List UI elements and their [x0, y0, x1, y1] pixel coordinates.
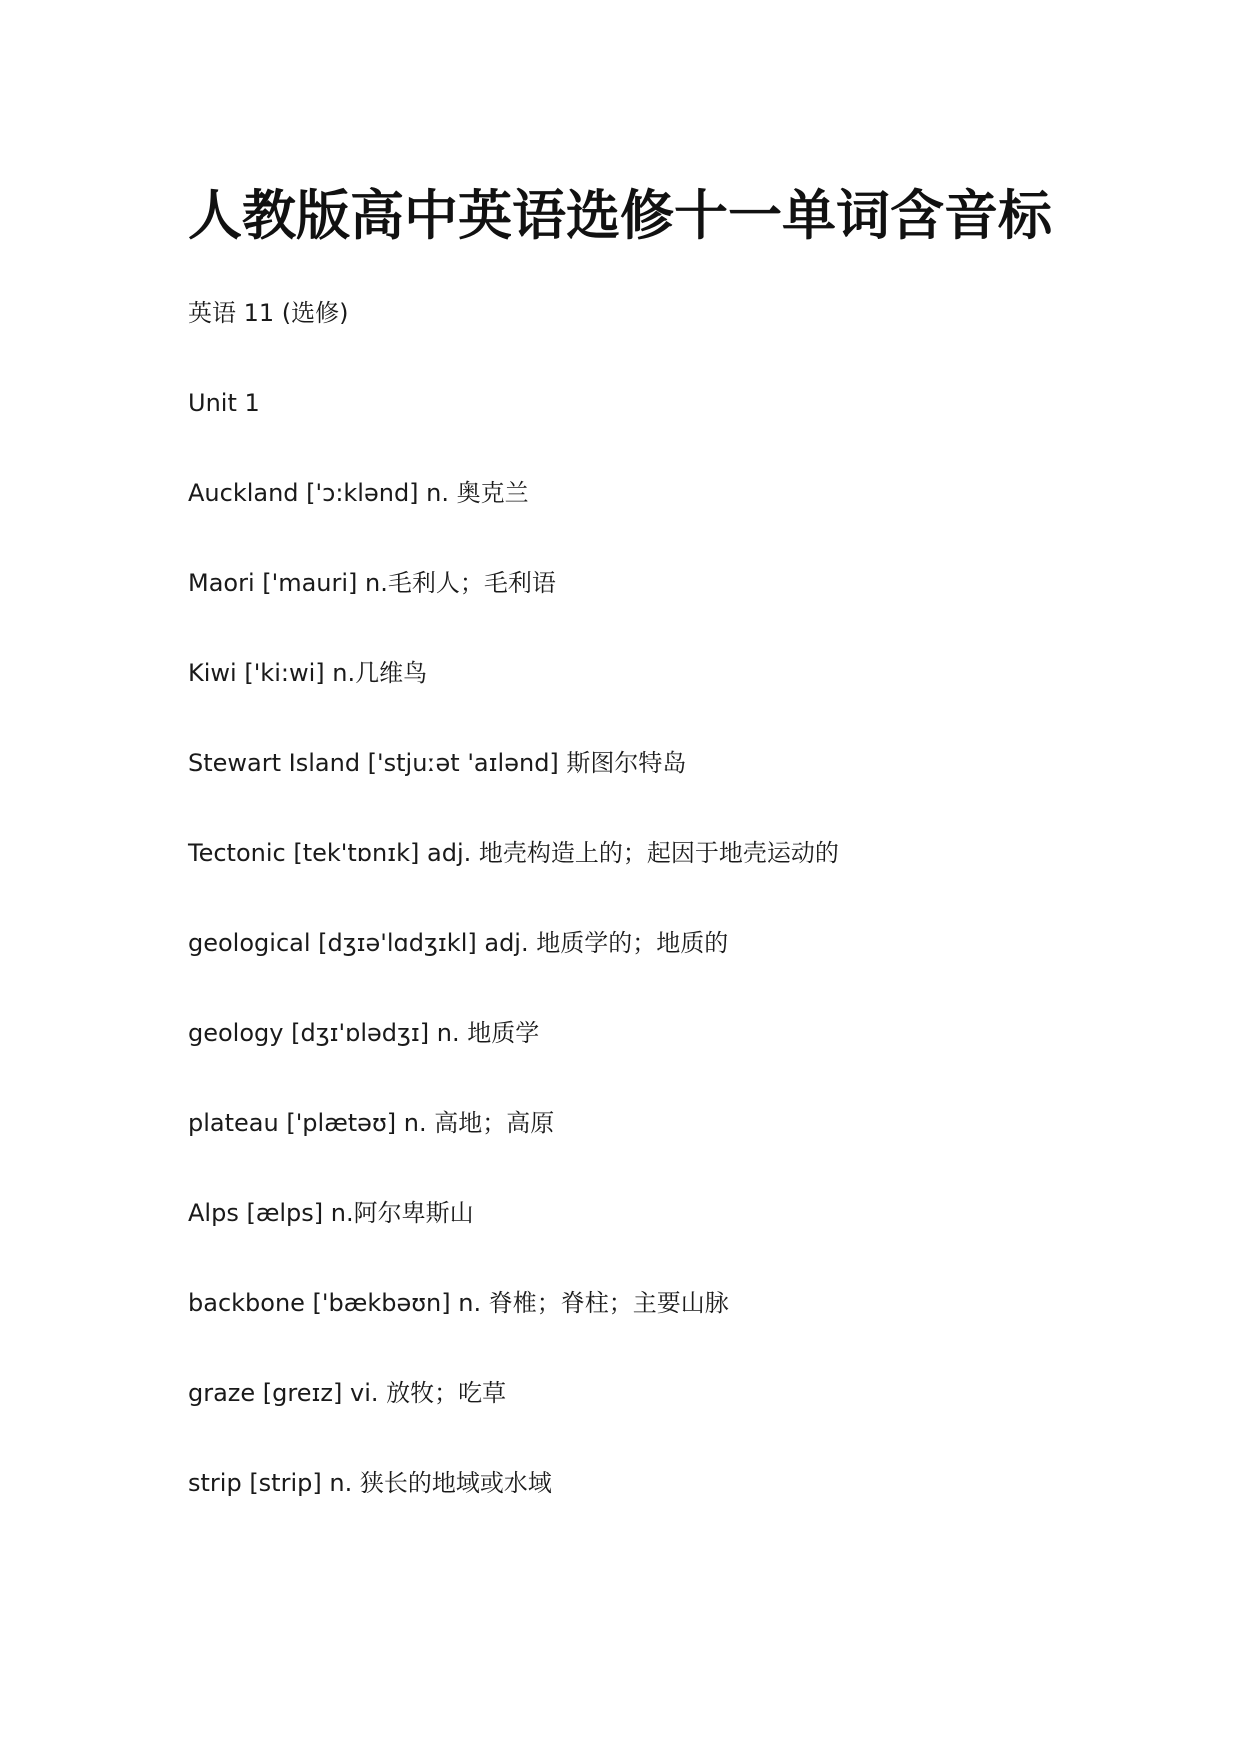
vocabulary-entry: plateau ['plætəʊ] n. 高地；高原	[188, 1109, 555, 1137]
document-title: 人教版高中英语选修十一单词含音标	[188, 184, 1052, 247]
vocabulary-entry: Auckland ['ɔ:klənd] n. 奥克兰	[188, 479, 529, 507]
vocabulary-entry: Alps [ælps] n.阿尔卑斯山	[188, 1199, 474, 1227]
book-subtitle: 英语 11 (选修)	[188, 299, 349, 327]
unit-heading: Unit 1	[188, 389, 260, 417]
vocabulary-entry: Maori ['mauri] n.毛利人；毛利语	[188, 569, 556, 597]
vocabulary-entry: geology [dʒɪ'ɒlədʒɪ] n. 地质学	[188, 1019, 540, 1047]
vocabulary-entry: Stewart Island ['stjuːət 'aɪlənd] 斯图尔特岛	[188, 749, 687, 777]
vocabulary-entry: Tectonic [tek'tɒnɪk] adj. 地壳构造上的；起因于地壳运动的	[188, 839, 839, 867]
vocabulary-entry: backbone ['bækbəʊn] n. 脊椎；脊柱；主要山脉	[188, 1289, 729, 1317]
vocabulary-entry: strip [strip] n. 狭长的地域或水域	[188, 1469, 552, 1497]
vocabulary-entry: geological [dʒɪə'lɑdʒɪkl] adj. 地质学的；地质的	[188, 929, 729, 957]
vocabulary-list	[188, 478, 839, 1558]
vocabulary-entry: graze [greɪz] vi. 放牧；吃草	[188, 1379, 507, 1407]
document-page	[188, 176, 1148, 1497]
vocabulary-entry: Kiwi ['ki:wi] n.几维鸟	[188, 659, 428, 687]
